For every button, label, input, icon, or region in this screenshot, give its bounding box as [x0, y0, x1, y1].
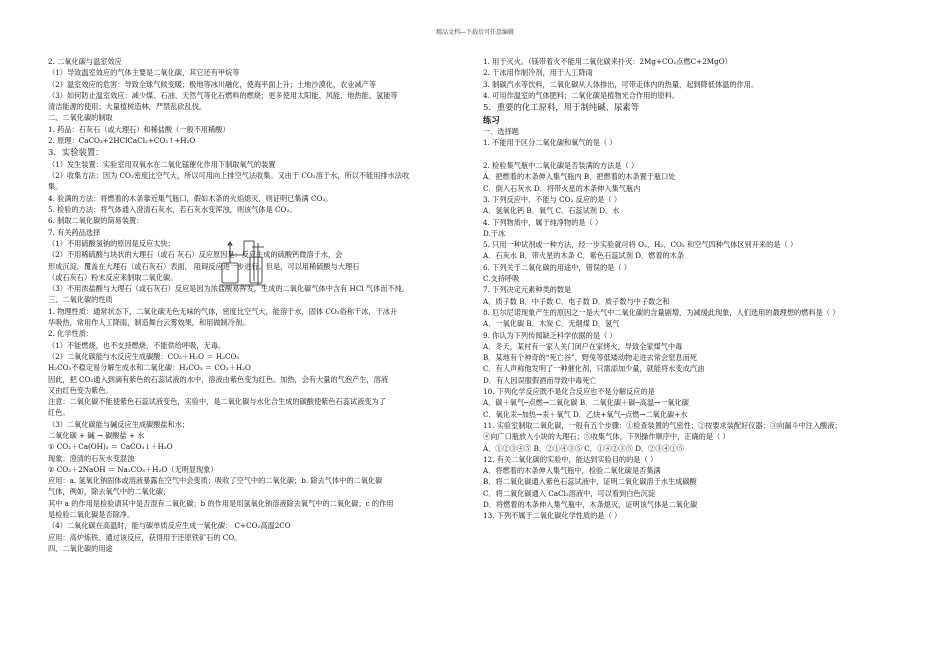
- text-line: C．将二氧化碳通入 CaCl₂溶液中，可以看到白色沉淀: [483, 488, 656, 498]
- text-line: 4. 下列物质中，属于纯净物的是（ ）: [483, 217, 603, 227]
- text-line: 12. 有关二氧化碳的实验中，能达到实验目的的是（ ）: [483, 454, 658, 464]
- text-line: 又由红色变为紫色。: [48, 385, 113, 395]
- text-line: （1）不用硫酸氢钠的原因是反应太快；: [48, 238, 175, 248]
- text-line: （1）发生装置：实验室用双氧水在二氧化锰催化作用下制取氧气的装置: [48, 159, 276, 169]
- text-line: 5．重要的化工原料，用于制纯碱、尿素等: [483, 102, 640, 113]
- text-line: （1）不能燃烧，也不支持燃烧，不能供给呼吸，无毒。: [48, 340, 226, 350]
- text-line: 2. 检验集气瓶中二氧化碳是否装满的方法是（ ）: [483, 161, 639, 171]
- text-line: 现象：澄清的石灰水变混浊: [48, 453, 135, 463]
- text-line: 6. 制取二氧化碳的简易装置：: [48, 216, 144, 226]
- right-column: [483, 56, 903, 522]
- text-line: 气体，例如，除去氧气中的二氧化碳；: [48, 487, 171, 497]
- text-line: H₂CO₃不稳定易分解生成水和二氧化碳：H₂CO₃ ＝ CO₂＋H₂O: [48, 363, 251, 373]
- text-line: A．一氧化碳 B．木炭 C．无烟煤 D．氢气: [483, 319, 620, 329]
- text-line: ④向广口瓶放入小块的大理石；⑤收集气体，下列操作顺序中，正确的是（ ）: [483, 432, 730, 442]
- text-line: 因此，把 CO₂通入到滴有紫色的石蕊试液的水中，溶液由紫色变为红色。加热，会有大量的气泡产生，溶液: [48, 374, 389, 384]
- text-line: （1）导致温室效应的气体主要是二氧化碳，其它还有甲烷等: [48, 68, 240, 78]
- text-line: 华吸热，常用作人工降雨，制造舞台云雾效果，和用做制冷剂。: [48, 318, 250, 328]
- text-line: 5. 检验的方法：将气体通入澄清石灰水，若石灰水变浑浊，则该气体是 CO₂。: [48, 205, 297, 215]
- text-line: 4. 验满的方法：将燃着的木条靠近集气瓶口，假如木条的火焰熄灭，则证明已集满 CO₂。: [48, 193, 333, 203]
- text-line: A．质子数 B．中子数 C．电子数 D．质子数与中子数之和: [483, 296, 670, 306]
- text-line: ① CO₂＋Ca(OH)₂ ＝ CaCO₃↓＋H₂O: [48, 442, 173, 452]
- text-line: 10. 下列化学反应既不是化合反应也不是分解反应的是: [483, 387, 655, 397]
- text-line: A．氢氧化钙 B．氧气 C．石蕊试剂 D．水: [483, 206, 620, 216]
- text-line: ② CO₂＋2NaOH ＝ Na₂CO₃＋H₂O（无明显现象）: [48, 464, 218, 474]
- text-line: A．把燃着的木条伸入集气瓶内 B．把燃着的木条置于瓶口处: [483, 172, 676, 182]
- text-line: 2. 二氧化碳与温室效应: [48, 57, 122, 66]
- text-line: 1. 用于灭火。（镁带着火不能用二氧化碳来扑灭：2Mg+CO₂点燃C+2MgO）: [483, 57, 732, 66]
- text-line: B．某地有个神奇的“死亡谷”，野兔等低矮动物走进去常会窒息而死: [483, 353, 697, 363]
- text-line: 3. 制碳汽水等饮料，二氧化碳从人体排出，可带走体内的热量，起到降低体温的作用。: [483, 79, 759, 89]
- text-line: （2）二氧化碳能与水反应生成碳酸：CO₂＋H₂O ＝ H₂CO₃: [48, 351, 240, 361]
- text-line: （2）不用稀硫酸与块状的大理石（或石 灰石）反应原因是：反应生成的硫酸钙微溶于水，会: [48, 250, 343, 260]
- text-line: 8. 厄尔尼诺现象产生的原因之一是大气中二氧化碳的含量剧增，为减缓此现象，人们选用的最理想的燃料是（ ）: [483, 307, 840, 317]
- apparatus-figure: [218, 233, 270, 291]
- text-line: 1. 药品：石灰石（或大理石）和稀盐酸（一般不用稀酸）: [48, 124, 230, 134]
- text-line: 9. 你认为下列传闻缺乏科学依据的是（ ）: [483, 330, 617, 340]
- text-line: 7. 有关药品选择: [48, 227, 101, 237]
- text-line: 7. 下列决定元素种类的数是: [483, 285, 572, 295]
- text-line: 3．实验装置：: [48, 147, 104, 158]
- text-line: B．将二氧化碳通入紫色石蕊试液中，证明二氧化碳溶于水生成碳酸: [483, 477, 697, 487]
- text-line: 三、二氧化碳的性质: [48, 295, 113, 305]
- text-line: 集。: [48, 182, 63, 192]
- text-line: 2. 干冰用作制冷剂，用于人工降雨: [483, 68, 593, 78]
- text-line: 四、二氧化碳的用途: [48, 543, 113, 553]
- text-line: 应用：高炉炼铁、通过该反应，获得用于还原铁矿石的 CO。: [48, 532, 242, 542]
- text-line: 1. 物理性质：通常状态下，二氧化碳无色无味的气体，密度比空气大，能溶于水，固体 CO₂俗称干冰，干冰升: [48, 306, 398, 316]
- text-line: A．①②③④⑤ B．②①④③⑤ C．①④②③⑤ D．②③④①⑤: [483, 443, 685, 453]
- text-line: 4. 可用作温室的气体肥料；二氧化碳是植物光合作用的原料。: [483, 90, 680, 100]
- text-line: 其中 a 的作用是检验请其中是否混有二氧化碳；b 的作用是用氢氧化钠溶液除去氧气中的二氧化碳；c 的作用: [48, 498, 394, 508]
- text-line: 练习: [483, 114, 500, 125]
- text-line: A．冬天，某村有一家人关门闭户在家烤火，导致全家煤气中毒: [483, 341, 683, 351]
- text-line: （或石灰石）粉末反应来制取二氧化碳。: [48, 272, 178, 282]
- text-line: C.支持呼吸: [483, 274, 520, 284]
- text-line: 形成沉淀，覆盖在大理石（或石灰石）表面， 阻碍反应进一步进行。但是，可以用稀硫酸与大理石: [48, 261, 360, 271]
- text-line: 注意：二氧化碳不能使紫色石蕊试液变色，实验中，是二氧化碳与水化合生成的碳酸使紫色石蕊试液变为了: [48, 397, 386, 407]
- text-line: 应用：a. 氢氧化钠固体或溶液暴露在空气中会变质；吸收了空气中的二氧化碳；b. 除去气体中的二氧化碳: [48, 476, 383, 486]
- text-line: 2. 原理：CaCO₃+2HClCaCl₂+CO₂↑+H₂O: [48, 136, 196, 146]
- text-line: 6. 下列关于二氧化碳的用途中，错误的是（ ）: [483, 262, 631, 272]
- text-line: 一、选择题: [483, 127, 519, 137]
- text-line: C．氧化汞─加热→汞＋氧气 D．乙炔+氧气─点燃→二氧化碳+水: [483, 409, 688, 419]
- text-line: 是检验二氧化碳是否除净。: [48, 510, 135, 520]
- page-header: 精品文档---下载后可任意编辑: [435, 29, 515, 36]
- text-line: 2. 化学性质：: [48, 329, 94, 339]
- text-line: [483, 149, 903, 160]
- text-line: 3. 下列反应中，不能与 CO₂ 反应的是（ ）: [483, 194, 622, 204]
- text-line: （2）收集方法：因为 CO₂密度比空气大，所以可用向上排空气法收集。又由于 CO₂溶于水，所以不能用排水法收: [48, 171, 410, 181]
- text-line: 二氧化碳 + 碱 → 碳酸盐 + 水: [48, 431, 145, 440]
- text-line: 5. 只用一种试剂或一种方法，经一步实验就可将 O₂、H₂、CO₂ 和空气四种气体区别开来的是（ ）: [483, 240, 798, 250]
- text-line: （3）不用浓盐酸与大理石（或石灰石）反应是因为浓盐酸易挥发，生成的二氧化碳气体中含有 HCl 气体而不纯。: [48, 284, 410, 294]
- text-line: 红色。: [48, 408, 70, 418]
- text-line: D．有人因误服假酒而导致中毒死亡: [483, 375, 597, 385]
- left-column: [48, 56, 470, 554]
- text-line: D．将燃着的木条伸入集气瓶中，木条熄灭，证明该气体是二氧化碳: [483, 499, 698, 509]
- text-line: C．有人声称他发明了一种催化剂，只需添加少量，就能将水变成汽油: [483, 364, 705, 374]
- text-line: 1. 不能用于区分二氧化碳和氧气的是（ ）: [483, 138, 617, 148]
- text-line: 11. 实验室制取二氧化碳，一般有五个步骤：①检查装置的气密性；②按要求装配好仪器；③向漏斗中注入酸液；: [483, 420, 842, 430]
- flask-icon: [220, 241, 266, 285]
- text-line: （2）温室效应的危害：导致全球气候变暖；极地等冰川融化，使海平面上升；土地沙漠化，农业减产等: [48, 79, 377, 89]
- text-line: A．石灰水 B．带火星的木条 C．紫色石蕊试剂 D．燃着的木条: [483, 251, 685, 261]
- text-line: 13. 下列不属于二氧化碳化学性质的是（ ）: [483, 511, 622, 521]
- text-line: A．将燃着的木条伸入集气瓶中，检验二氧化碳是否集满: [483, 466, 661, 476]
- text-line: D.干冰: [483, 228, 506, 238]
- text-line: （3）二氧化碳能与碱反应生成碳酸盐和水；: [48, 419, 190, 429]
- text-line: （3）如何防止温室效应：减少煤、石油、天然气等化石燃料的燃烧；更多使用太阳能、风能、地热能、氢能等: [48, 90, 398, 100]
- text-line: A．碳＋氧气─点燃→二氧化碳 B．二氧化碳＋碳─高温→一氧化碳: [483, 398, 689, 408]
- text-line: C．倒入石灰水 D．将带火星的木条伸入集气瓶内: [483, 183, 641, 193]
- text-line: （4）二氧化碳在高温时，能与碳单质反应生成一氧化碳： C+CO₂高温2CO: [48, 521, 291, 531]
- text-line: 二、二氧化碳的制取: [48, 113, 113, 123]
- text-line: 清洁能源的使用；大量植树造林，严禁乱砍乱伐。: [48, 102, 207, 112]
